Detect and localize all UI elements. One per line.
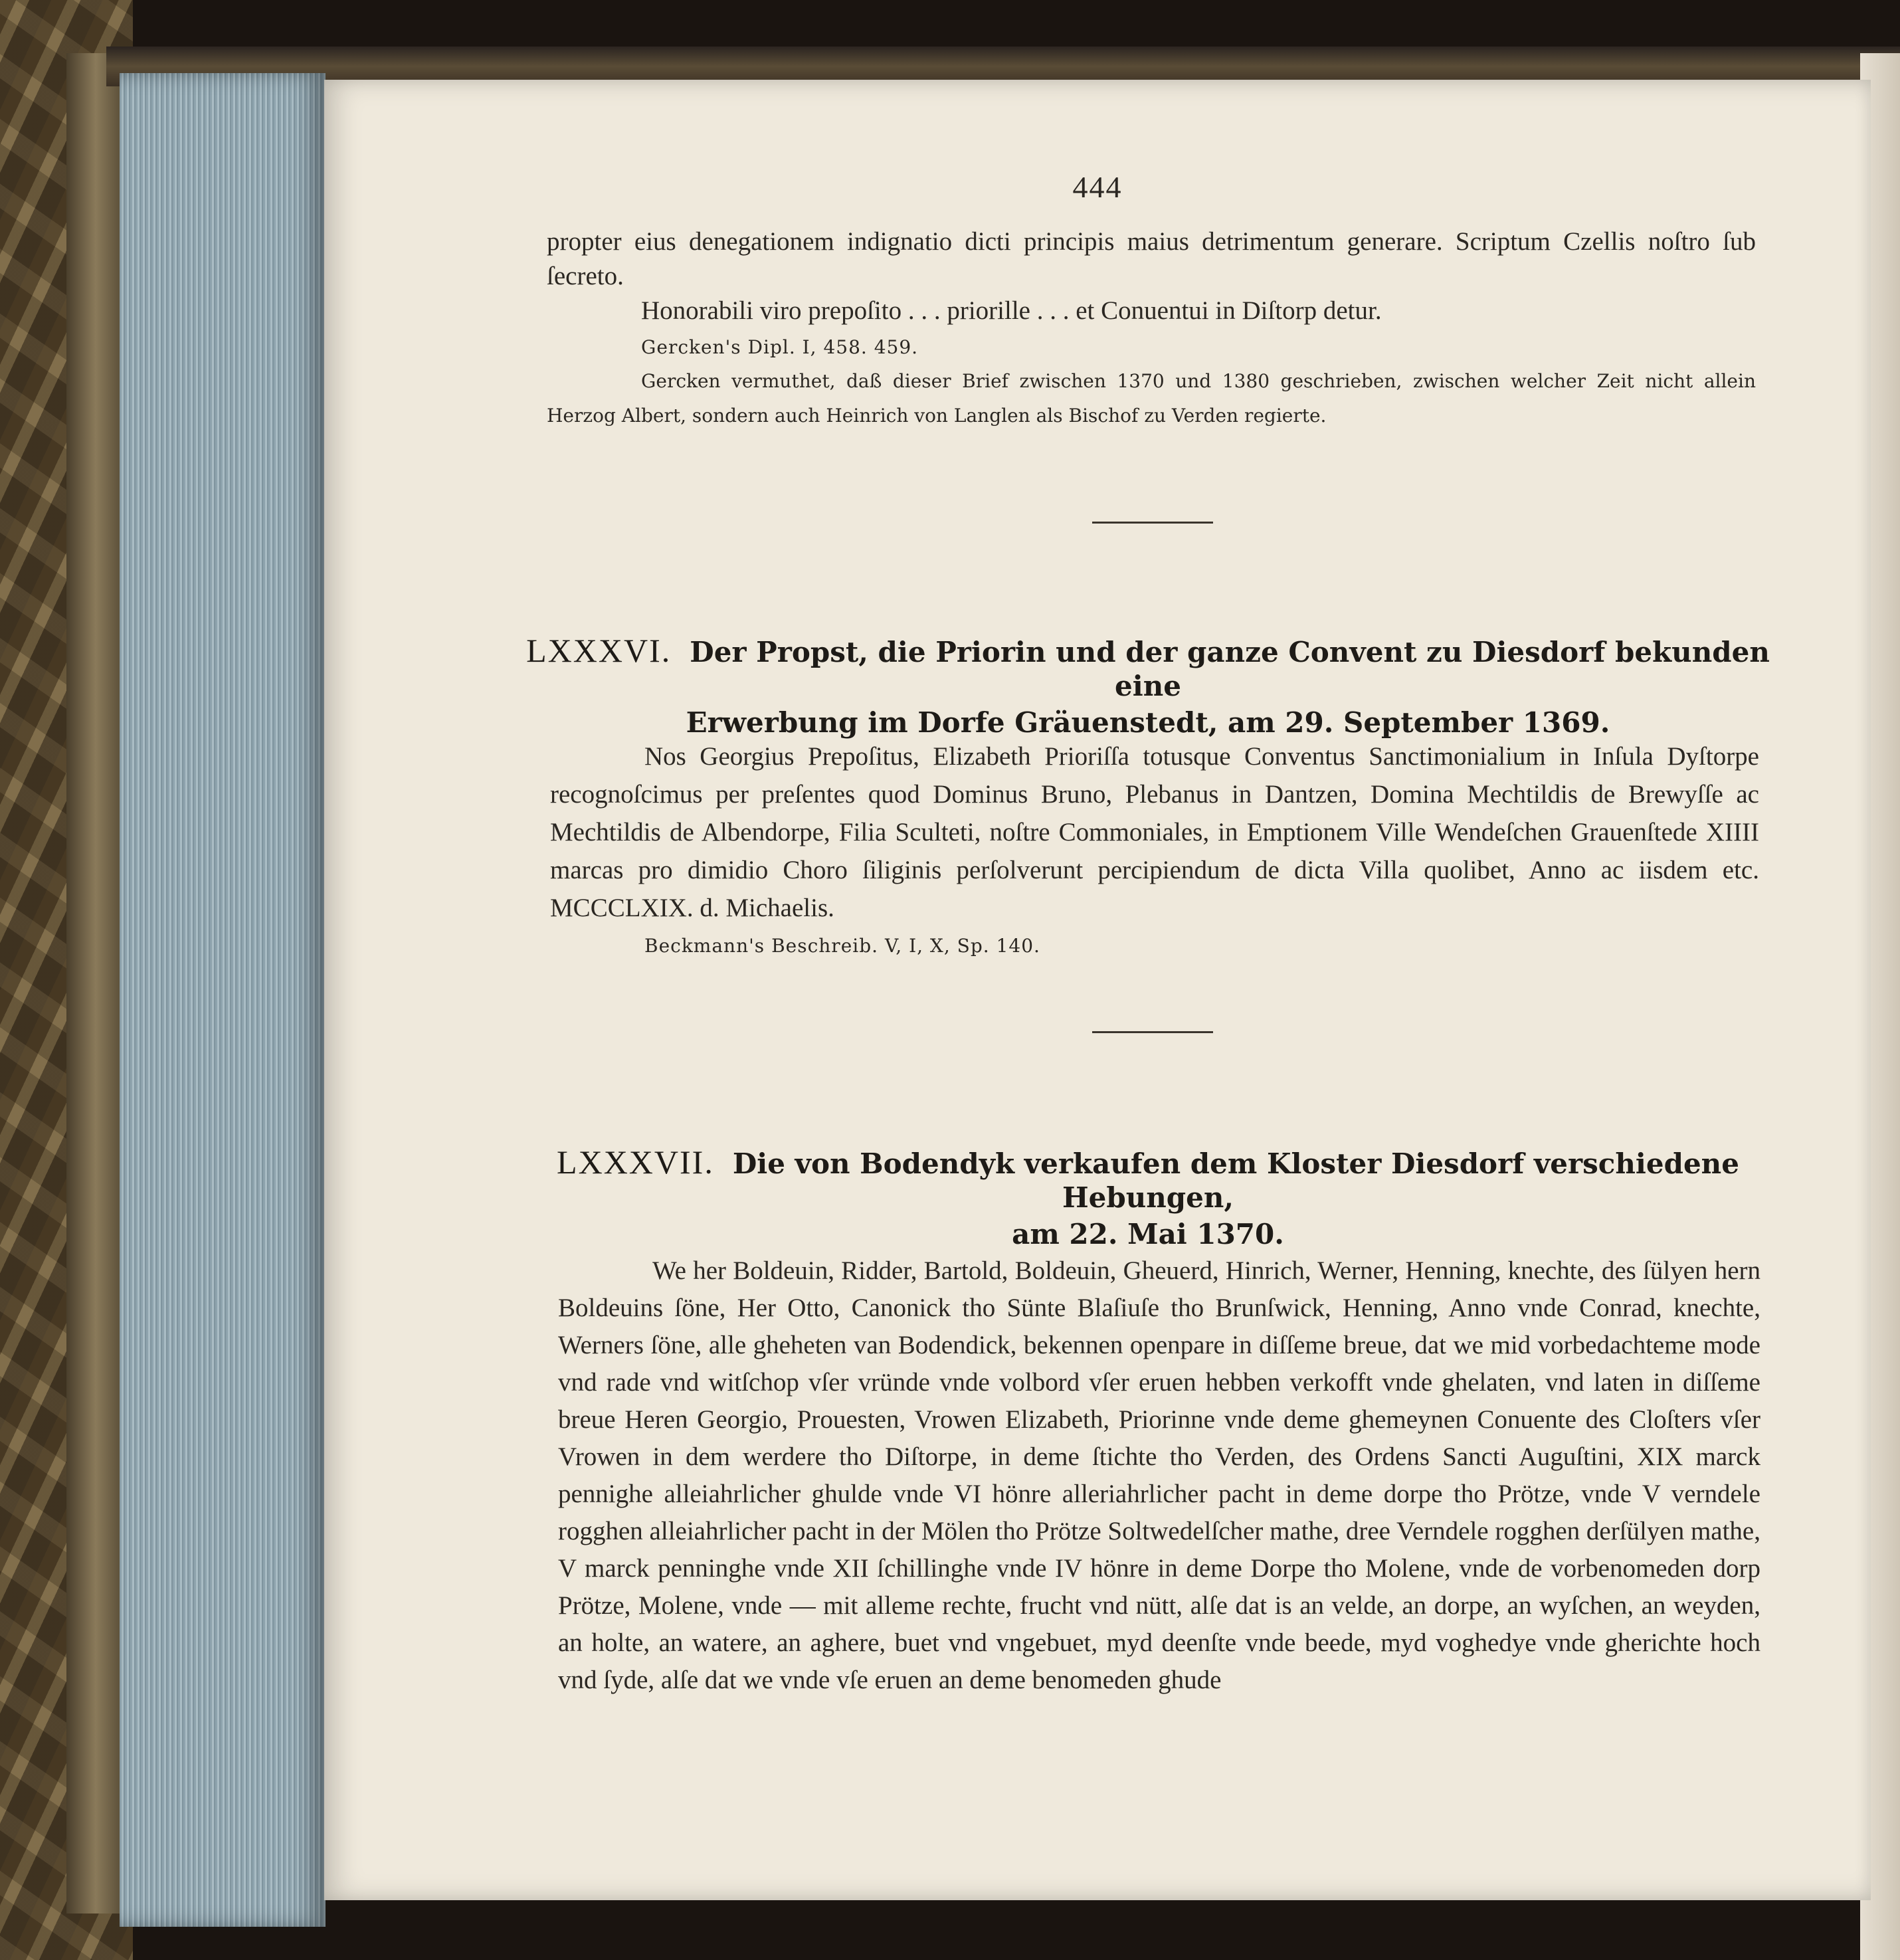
document-87-text: We her Boldeuin, Ridder, Bartold, Boldeuin, Gheuerd, Hinrich, Werner, Henning, knechte, des ſülуen hern Boldeuins ſöne, Her Otto, Canonick tho Sünte Blaſiuſe tho Brunſwick, Henning, Anno vnde Conrad, knechte, Werners ſöne, alle gheheten van Bodendick, bekennen openpare in diſſeme breue, dat we mid vorbedachteme mode vnd rade vnd witſchop vſer vründe vnde volbord vſer eruen hebben verkofft vnde ghelaten, vnd laten in diſſeme breue Heren Georgio, Prouesten, Vrowen Elizabeth, Priorinne vnde deme ghemeynen Conuente des Cloſters vſer Vrowen in dem werdere tho Diſtorpe, in deme ſtichte tho Verden, des Ordens Sancti Auguſtini, XIX marck pennighe alleiahrlicher ghulde vnde VI hönre alleriahrlicher pacht in deme dorpe tho Prötze, vnde V verndele rogghen alleiahrlicher pacht in der Mölen tho Prötze Soltwedelſcher mathe, dree Verndele rogghen derſülуen mathe, V marck penninghe vnde XII ſchillinghe vnde IV hönre in deme Dorpe tho Molene, vnde de vorbenomeden dorp Prötze, Molene, vnde — mit alleme rechte, frucht vnd nütt, alſe dat is an velde, an dorpe, an wyſchen, an weyden, an holte, an watere, an aghere, buet vnd vngebuet, myd deenſte vnde beede, myd voghedye vnde gherichte hoch vnd ſyde, alſe dat we vnde vſe eruen an deme benomeden ghude [558, 1256, 1760, 1694]
section-divider-2 [1092, 1031, 1213, 1033]
book-page [324, 80, 1871, 1900]
document-86-source: Beckmann's Beschreib. V, I, X, Sp. 140. [644, 935, 1040, 957]
section-divider [1092, 522, 1213, 524]
editorial-note: Gercken vermuthet, daß dieser Brief zwischen 1370 und 1380 geschrieben, zwischen welcher Zeit nicht allein Herzog Albert, sondern auch Heinrich von Langlen als Bischof zu Verden regierte. [547, 370, 1756, 427]
document-87-number: LXXXVII. [557, 1143, 714, 1181]
continuation-text: propter eius denegationem indignatio dicti principis maius detrimentum generare. Scriptum Czellis noſtro ſub ſecreto. [547, 227, 1756, 290]
document-86-title-line1: Der Propst, die Priorin und der ganze Convent zu Diesdorf bekunden eine [690, 636, 1770, 702]
document-86-body [550, 737, 1759, 963]
previous-document-continuation [547, 225, 1756, 433]
source-citation: Gercken's Dipl. I, 458. 459. [641, 336, 919, 358]
address-line: Honorabili viro prepoſito . . . priorille . . . et Conuentui in Diſtorp detur. [641, 296, 1382, 325]
document-86-title-line2: Erwerbung im Dorfe Gräuenstedt, am 29. September 1369. [686, 706, 1610, 739]
document-87-title-line2: am 22. Mai 1370. [1012, 1218, 1284, 1250]
document-86-text: Nos Georgius Prepoſitus, Elizabeth Prioriſſa totusque Conventus Sanctimonialium in Inſula Dyſtorpe recognoſcimus per preſentes quod Dominus Bruno, Plebanus in Dantzen, Domina Mechtildis de Brewyſſe ac Mechtildis de Albendorpe, Filia Sculteti, noſtre Commoniales, in Emptionem Ville Wendeſchen Grauenſtede XIIII marcas pro dimidio Choro ſiliginis perſolverunt percipiendum de dicta Villa quolibet, Anno ac iisdem etc. MCCCLXIX. d. Michaelis. [550, 742, 1759, 922]
document-87-body [558, 1252, 1760, 1699]
page-number: 444 [1072, 170, 1123, 204]
document-87-title-line1: Die von Bodendyk verkaufen dem Kloster Diesdorf verschiedene Hebungen, [732, 1147, 1739, 1214]
document-86-heading [523, 631, 1772, 739]
document-86-number: LXXXVI. [526, 632, 672, 669]
page-block-edge [120, 73, 326, 1927]
document-87-heading [523, 1143, 1772, 1250]
